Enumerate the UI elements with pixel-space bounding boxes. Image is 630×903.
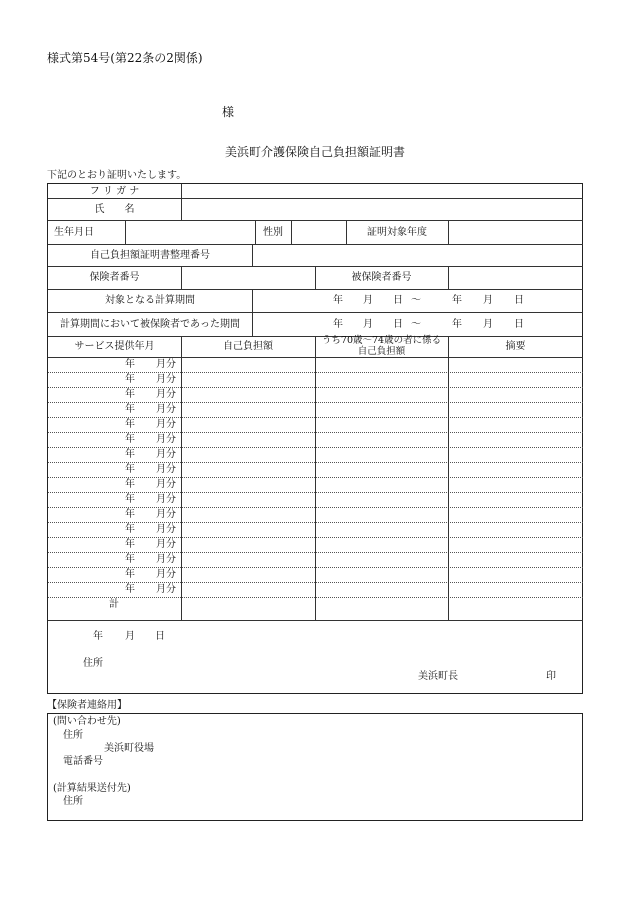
send-to-label: (計算結果送付先) bbox=[53, 783, 131, 794]
insured-period-label: 計算期間において被保険者であった期間 bbox=[60, 318, 240, 330]
period-year: 年 bbox=[333, 318, 343, 330]
table-row bbox=[48, 537, 583, 552]
table-row bbox=[48, 582, 583, 597]
insurer-number-field[interactable] bbox=[182, 266, 315, 289]
cert-number-field[interactable] bbox=[253, 244, 583, 266]
issue-day: 日 bbox=[155, 630, 165, 642]
table-row bbox=[48, 477, 583, 492]
table-row bbox=[48, 567, 583, 582]
insured-number-label: 被保険者番号 bbox=[351, 272, 412, 283]
row-year: 年 bbox=[125, 479, 135, 490]
row-year: 年 bbox=[125, 524, 135, 535]
period-separator: ～ bbox=[411, 295, 421, 306]
col-age-copay bbox=[315, 336, 448, 357]
period-month: 月 bbox=[363, 295, 373, 306]
row-month: 月分 bbox=[156, 554, 176, 565]
period-year: 年 bbox=[452, 318, 462, 330]
cert-year-field[interactable] bbox=[449, 220, 583, 244]
page-title: 美浜町介護保険自己負担額証明書 bbox=[225, 145, 406, 159]
row-year: 年 bbox=[125, 434, 135, 445]
row-year: 年 bbox=[125, 359, 135, 370]
row-month: 月分 bbox=[156, 479, 176, 490]
office-name: 美浜町役場 bbox=[104, 743, 154, 754]
birthdate-field[interactable] bbox=[126, 220, 255, 244]
phone-label: 電話番号 bbox=[63, 756, 103, 767]
seal-mark: 印 bbox=[546, 670, 556, 682]
row-month: 月分 bbox=[156, 434, 176, 445]
issue-month: 月 bbox=[125, 630, 135, 642]
issuer-address-label: 住所 bbox=[83, 657, 103, 669]
row-year: 年 bbox=[125, 494, 135, 505]
table-row bbox=[48, 522, 583, 537]
total-age-copay-field[interactable] bbox=[316, 597, 448, 612]
contact-section-label: 【保険者連絡用】 bbox=[47, 700, 127, 711]
col-age-copay-line1: うち70歳～74歳の者に係る bbox=[321, 335, 442, 347]
table-row bbox=[48, 432, 583, 447]
col-remarks: 摘要 bbox=[505, 341, 526, 352]
name-field[interactable] bbox=[182, 198, 583, 220]
row-month: 月分 bbox=[156, 539, 176, 550]
mayor-label: 美浜町長 bbox=[418, 670, 458, 682]
col-copay: 自己負担額 bbox=[223, 341, 273, 352]
table-row bbox=[48, 417, 583, 432]
period-separator: ～ bbox=[411, 318, 421, 330]
name-label: 氏 名 bbox=[94, 203, 135, 215]
row-year: 年 bbox=[125, 419, 135, 430]
row-year: 年 bbox=[125, 539, 135, 550]
calc-period-label: 対象となる計算期間 bbox=[105, 295, 195, 306]
col-service-month: サービス提供年月 bbox=[74, 341, 155, 352]
row-month: 月分 bbox=[156, 584, 176, 595]
divider bbox=[48, 620, 583, 621]
col-age-copay-line2: 自己負担額 bbox=[357, 345, 406, 357]
send-address-label: 住所 bbox=[63, 796, 83, 807]
gender-field[interactable] bbox=[292, 220, 346, 244]
cert-year-label: 証明対象年度 bbox=[367, 226, 427, 238]
period-day: 日 bbox=[514, 295, 524, 306]
issue-year: 年 bbox=[93, 630, 103, 642]
certificate-table bbox=[47, 183, 583, 694]
insurer-number-label: 保険者番号 bbox=[89, 272, 140, 283]
row-month: 月分 bbox=[156, 374, 176, 385]
row-month: 月分 bbox=[156, 509, 176, 520]
table-row bbox=[48, 552, 583, 567]
addressee-suffix: 様 bbox=[222, 105, 235, 119]
furigana-label: フ リ ガ ナ bbox=[89, 185, 140, 197]
period-day: 日 bbox=[393, 295, 403, 306]
row-year: 年 bbox=[125, 389, 135, 400]
row-year: 年 bbox=[125, 464, 135, 475]
table-row bbox=[48, 402, 583, 417]
row-year: 年 bbox=[125, 404, 135, 415]
gender-label: 性別 bbox=[263, 226, 283, 238]
table-row bbox=[48, 372, 583, 387]
table-row bbox=[48, 507, 583, 522]
inquiry-label: (問い合わせ先) bbox=[53, 716, 121, 727]
insured-number-field[interactable] bbox=[449, 266, 583, 289]
row-month: 月分 bbox=[156, 524, 176, 535]
row-month: 月分 bbox=[156, 404, 176, 415]
total-label: 計 bbox=[109, 599, 119, 610]
row-year: 年 bbox=[125, 584, 135, 595]
period-year: 年 bbox=[452, 295, 462, 306]
form-number: 様式第54号(第22条の2関係) bbox=[47, 51, 203, 65]
row-month: 月分 bbox=[156, 389, 176, 400]
period-day: 日 bbox=[393, 318, 403, 330]
birthdate-label: 生年月日 bbox=[54, 226, 94, 238]
table-row bbox=[48, 357, 583, 372]
table-row bbox=[48, 387, 583, 402]
cert-number-label: 自己負担額証明書整理番号 bbox=[90, 249, 210, 261]
intro-text: 下記のとおり証明いたします。 bbox=[47, 170, 187, 181]
period-day: 日 bbox=[514, 318, 524, 330]
period-year: 年 bbox=[333, 295, 343, 306]
row-month: 月分 bbox=[156, 569, 176, 580]
row-month: 月分 bbox=[156, 449, 176, 460]
row-month: 月分 bbox=[156, 419, 176, 430]
row-year: 年 bbox=[125, 509, 135, 520]
period-month: 月 bbox=[483, 318, 493, 330]
table-row bbox=[48, 492, 583, 507]
period-month: 月 bbox=[483, 295, 493, 306]
period-month: 月 bbox=[363, 318, 373, 330]
row-month: 月分 bbox=[156, 359, 176, 370]
row-year: 年 bbox=[125, 554, 135, 565]
row-year: 年 bbox=[125, 449, 135, 460]
table-row bbox=[48, 447, 583, 462]
contact-box bbox=[47, 713, 583, 821]
furigana-field[interactable] bbox=[182, 184, 583, 198]
inquiry-address-label: 住所 bbox=[63, 730, 83, 741]
row-month: 月分 bbox=[156, 494, 176, 505]
row-month: 月分 bbox=[156, 464, 176, 475]
row-year: 年 bbox=[125, 569, 135, 580]
row-year: 年 bbox=[125, 374, 135, 385]
table-row bbox=[48, 462, 583, 477]
divider bbox=[252, 289, 253, 336]
total-copay-field[interactable] bbox=[182, 597, 315, 612]
